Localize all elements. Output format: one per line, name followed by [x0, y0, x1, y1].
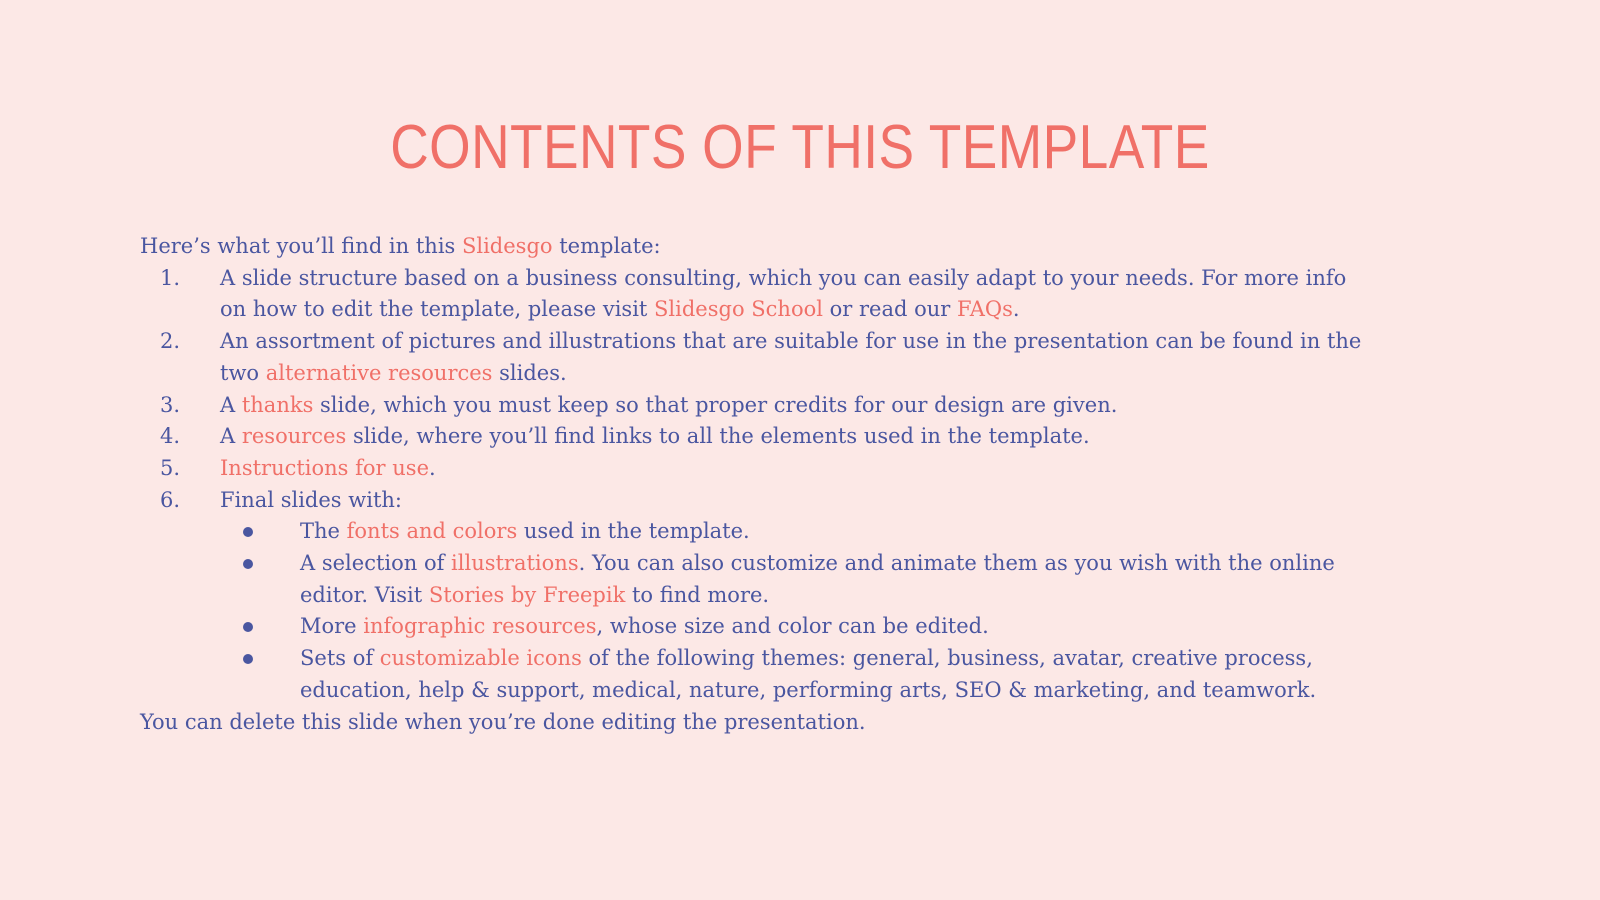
faqs-link[interactable]: FAQs [956, 297, 1013, 322]
bullet-item-line [300, 580, 1460, 612]
list-number: 6. [159, 487, 180, 512]
list-item-2 [140, 326, 1460, 389]
list-item-text: . [1012, 297, 1020, 322]
list-item-line [220, 421, 1460, 453]
numbered-list [140, 263, 1460, 707]
list-item-text: on how to edit the template, please visit [220, 297, 655, 322]
list-item-line [220, 390, 1460, 422]
list-item-text: An assortment of pictures and illustrations that are suitable for use in the presentation can be found in the [220, 329, 1362, 354]
bullet-item-line [300, 548, 1460, 580]
bullet-icon [243, 654, 253, 664]
list-item-text: or read our [822, 297, 957, 322]
bullet-item-text: used in the template. [517, 519, 750, 544]
bullet-item-text: Sets of [300, 646, 380, 671]
list-number: 1. [159, 265, 180, 290]
intro-text: Here’s what you’ll find in this [140, 234, 462, 258]
illustrations-link[interactable]: illustrations [451, 551, 579, 576]
intro-line [140, 231, 1460, 263]
list-item-line [220, 326, 1460, 358]
slide-content [140, 231, 1460, 738]
slidesgo-school-link[interactable]: Slidesgo School [654, 297, 823, 322]
resources-link[interactable]: resources [241, 424, 347, 449]
bullet-item-line [300, 516, 1460, 548]
list-item-text: . [429, 455, 436, 480]
list-item-text: A [220, 424, 242, 449]
bullet-item-2 [140, 548, 1460, 611]
intro-text-end: template: [552, 234, 661, 258]
bullet-icon [243, 559, 253, 569]
bullet-icon [243, 527, 253, 537]
bullet-item-text: . You can also customize and animate them as you wish with the online [578, 551, 1335, 576]
bullet-item-text: A selection of [300, 551, 452, 576]
list-item-line [220, 358, 1460, 390]
alternative-resources-link[interactable]: alternative resources [265, 360, 493, 385]
bullet-item-1 [140, 516, 1460, 548]
bullet-item-text: to find more. [625, 582, 770, 607]
bullet-item-text: education, help & support, medical, nature, performing arts, SEO & marketing, and teamwork. [300, 677, 1317, 702]
instructions-link[interactable]: Instructions for use [220, 455, 429, 480]
bullet-list [220, 516, 1460, 706]
list-number: 5. [159, 455, 180, 480]
list-item-text: two [220, 360, 266, 385]
slidesgo-link[interactable]: Slidesgo [461, 234, 553, 258]
outro-line: You can delete this slide when you’re done editing the presentation. [140, 709, 866, 734]
list-item-line [220, 485, 1460, 517]
slide-title: CONTENTS OF THIS TEMPLATE [390, 113, 1210, 182]
bullet-item-line [300, 611, 1460, 643]
list-number: 3. [159, 392, 180, 417]
list-item-5 [140, 453, 1460, 485]
customizable-icons-link[interactable]: customizable icons [379, 646, 582, 671]
fonts-and-colors-link[interactable]: fonts and colors [346, 519, 518, 544]
bullet-icon [243, 622, 253, 632]
bullet-item-text: editor. Visit [300, 582, 429, 607]
thanks-link[interactable]: thanks [241, 392, 314, 417]
list-item-6 [140, 485, 1460, 707]
list-item-text: A [220, 392, 242, 417]
list-item-text: slide, where you’ll find links to all the elements used in the template. [346, 424, 1090, 449]
bullet-item-text: The [300, 519, 347, 544]
infographic-resources-link[interactable]: infographic resources [363, 614, 597, 639]
list-item-line [220, 453, 1460, 485]
stories-by-freepik-link[interactable]: Stories by Freepik [428, 582, 626, 607]
bullet-item-line [300, 675, 1460, 707]
bullet-item-text: , whose size and color can be edited. [596, 614, 989, 639]
list-item-text: A slide structure based on a business consulting, which you can easily adapt to your needs. For more info [220, 265, 1347, 290]
bullet-item-text: of the following themes: general, business, avatar, creative process, [581, 646, 1313, 671]
list-number: 4. [159, 424, 180, 449]
list-item-1 [140, 263, 1460, 326]
list-item-text: slide, which you must keep so that proper credits for our design are given. [313, 392, 1118, 417]
bullet-item-4 [140, 643, 1460, 706]
list-number: 2. [159, 329, 180, 354]
list-item-text: slides. [492, 360, 567, 385]
list-item-line [220, 294, 1460, 326]
list-item-4 [140, 421, 1460, 453]
bullet-item-line [300, 643, 1460, 675]
list-item-line [220, 263, 1460, 295]
bullet-item-text: More [300, 614, 364, 639]
bullet-item-3 [140, 611, 1460, 643]
list-item-3 [140, 390, 1460, 422]
list-item-text: Final slides with: [220, 487, 402, 512]
